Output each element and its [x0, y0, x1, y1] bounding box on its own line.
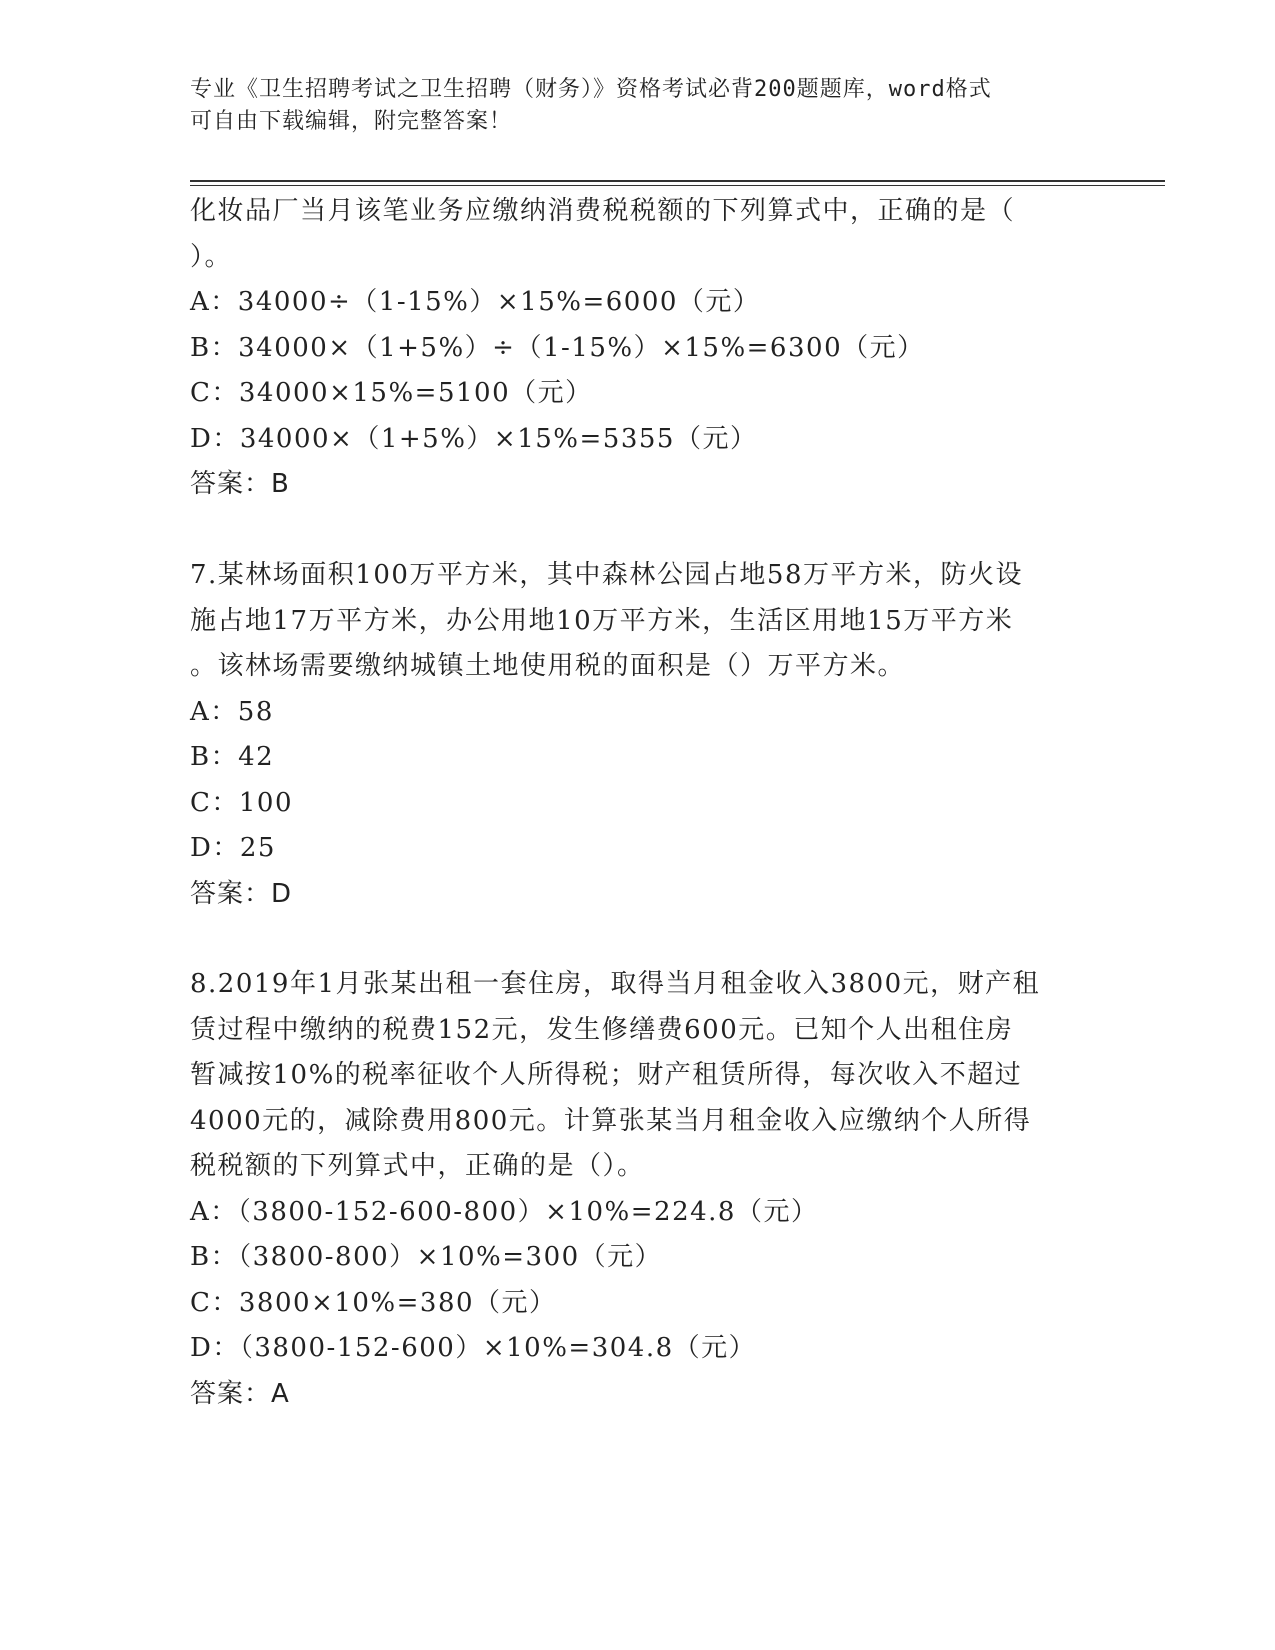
- question-6-block: [190, 189, 1090, 508]
- answer-line: 答案：B: [190, 469, 290, 499]
- header-line-2: 可自由下载编辑，附完整答案！: [190, 109, 513, 134]
- question-7-block: [190, 553, 1090, 917]
- header-line-1: 专业《卫生招聘考试之卫生招聘（财务）》资格考试必背200题题库，word格式: [190, 77, 992, 102]
- option-d: D：（3800-152-600）×10%=304.8（元）: [190, 1333, 757, 1363]
- question-stem-line: 施占地17万平方米，办公用地10万平方米，生活区用地15万平方米: [190, 605, 1014, 636]
- option-b: B：（3800-800）×10%=300（元）: [190, 1242, 663, 1272]
- document-header: [190, 74, 1090, 138]
- question-stem-line: 。该林场需要缴纳城镇土地使用税的面积是（）万平方米。: [190, 651, 906, 681]
- question-stem-line: ）。: [190, 241, 233, 272]
- option-c: C：100: [190, 787, 294, 818]
- option-c: C：3800×10%=380（元）: [190, 1287, 557, 1318]
- header-rule-thick: [190, 180, 1165, 182]
- option-b: B：34000×（1+5%）÷（1-15%）×15%=6300（元）: [190, 332, 925, 363]
- question-8-block: [190, 962, 1090, 1417]
- question-stem-line: 8.2019年1月张某出租一套住房，取得当月租金收入3800元，财产租: [190, 969, 1041, 999]
- answer-line: 答案：D: [190, 878, 293, 909]
- question-stem-line: 赁过程中缴纳的税费152元，发生修缮费600元。已知个人出租住房: [190, 1014, 1014, 1045]
- question-stem-line: 税税额的下列算式中，正确的是（）。: [190, 1151, 645, 1181]
- question-stem-line: 7.某林场面积100万平方米，其中森林公园占地58万平方米，防火设: [190, 560, 1024, 590]
- option-d: D：34000×（1+5%）×15%=5355（元）: [190, 423, 758, 454]
- option-a: A：（3800-152-600-800）×10%=224.8（元）: [190, 1196, 819, 1227]
- question-stem-line: 化妆品厂当月该笔业务应缴纳消费税税额的下列算式中，正确的是（: [190, 196, 1016, 226]
- header-rule-thin: [190, 185, 1165, 186]
- option-b: B：42: [190, 742, 275, 772]
- option-a: A：58: [190, 696, 274, 727]
- question-stem-line: 暂减按10%的税率征收个人所得税；财产租赁所得，每次收入不超过: [190, 1060, 1023, 1090]
- answer-line: 答案：A: [190, 1378, 290, 1409]
- question-stem-line: 4000元的，减除费用800元。计算张某当月租金收入应缴纳个人所得: [190, 1105, 1032, 1136]
- option-c: C：34000×15%=5100（元）: [190, 378, 593, 408]
- option-a: A：34000÷（1-15%）×15%=6000（元）: [190, 287, 761, 317]
- option-d: D：25: [190, 833, 276, 863]
